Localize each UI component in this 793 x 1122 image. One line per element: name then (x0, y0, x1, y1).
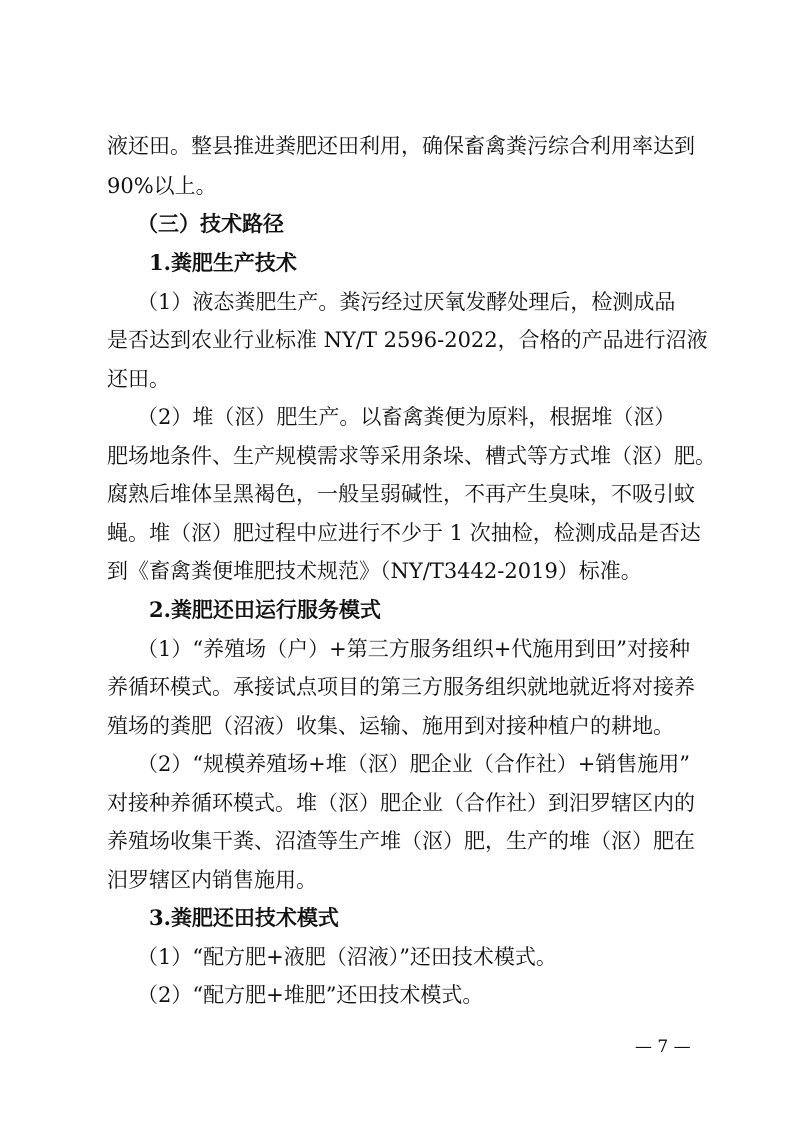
line-text: （1）“配方肥+液肥（沼液）”还田技术模式。 (137, 945, 557, 969)
body-paragraph-line (0, 283, 793, 321)
line-text: 液还田。整县推进粪肥还田利用，确保畜禽粪污综合利用率达到 (107, 134, 695, 158)
line-text: （2）“规模养殖场+堆（沤）肥企业（合作社）+销售施用” (137, 752, 691, 776)
line-text: 还田。 (107, 367, 170, 391)
body-paragraph-line (0, 976, 793, 1014)
subsection-heading (0, 591, 793, 629)
subsection-heading-text: 2.粪肥还田运行服务模式 (149, 597, 381, 622)
line-text: 蝇。堆（沤）肥过程中应进行不少于 1 次抽检，检测成品是否达 (107, 521, 701, 545)
line-text: 腐熟后堆体呈黑褐色，一般呈弱碱性，不再产生臭味，不吸引蚊 (107, 482, 695, 506)
line-text: 汨罗辖区内销售施用。 (107, 868, 317, 892)
line-text: （2）“配方肥+堆肥”还田技术模式。 (137, 983, 484, 1007)
body-paragraph-line (0, 398, 793, 436)
line-text: 是否达到农业行业标准 NY/T 2596-2022，合格的产品进行沼液 (107, 328, 708, 352)
body-paragraph-line (0, 745, 793, 783)
line-text: 90%以上。 (107, 174, 217, 198)
line-text: 到《畜禽粪便堆肥技术规范》（NY/T3442-2019）标准。 (107, 559, 642, 583)
line-text: 肥场地条件、生产规模需求等采用条垛、槽式等方式堆（沤）肥。 (107, 444, 716, 468)
line-text: 养循环模式。承接试点项目的第三方服务组织就地就近将对接养 (107, 675, 695, 699)
subsection-heading-text: 3.粪肥还田技术模式 (149, 905, 339, 930)
body-paragraph-line (0, 321, 793, 359)
body-paragraph-line (0, 707, 793, 745)
line-text: 对接种养循环模式。堆（沤）肥企业（合作社）到汨罗辖区内的 (107, 791, 695, 815)
line-text: 养殖场收集干粪、沼渣等生产堆（沤）肥，生产的堆（沤）肥在 (107, 829, 695, 853)
body-paragraph-line (0, 475, 793, 513)
subsection-heading-text: 1.粪肥生产技术 (149, 250, 297, 275)
section-heading (0, 205, 793, 243)
subsection-heading (0, 899, 793, 937)
body-paragraph-line (0, 167, 793, 205)
body-paragraph-line (0, 668, 793, 706)
line-text: （1）液态粪肥生产。粪污经过厌氧发酵处理后，检测成品 (137, 290, 676, 314)
body-paragraph-line (0, 514, 793, 552)
body-paragraph-line (0, 552, 793, 590)
page-number: — 7 — (635, 1037, 691, 1057)
body-paragraph-line (0, 938, 793, 976)
line-text: （1）“养殖场（户）+第三方服务组织+代施用到田”对接种 (137, 637, 691, 661)
body-paragraph-line (0, 360, 793, 398)
line-text: （2）堆（沤）肥生产。以畜禽粪便为原料，根据堆（沤） (137, 405, 676, 429)
body-paragraph-line (0, 822, 793, 860)
body-paragraph-line (0, 861, 793, 899)
body-paragraph-line (0, 784, 793, 822)
line-text: 殖场的粪肥（沼液）收集、运输、施用到对接种植户的耕地。 (107, 714, 674, 738)
body-paragraph-line (0, 630, 793, 668)
section-heading-text: （三）技术路径 (137, 211, 284, 236)
body-paragraph-line (0, 437, 793, 475)
body-paragraph-line (0, 127, 793, 165)
subsection-heading (0, 244, 793, 282)
